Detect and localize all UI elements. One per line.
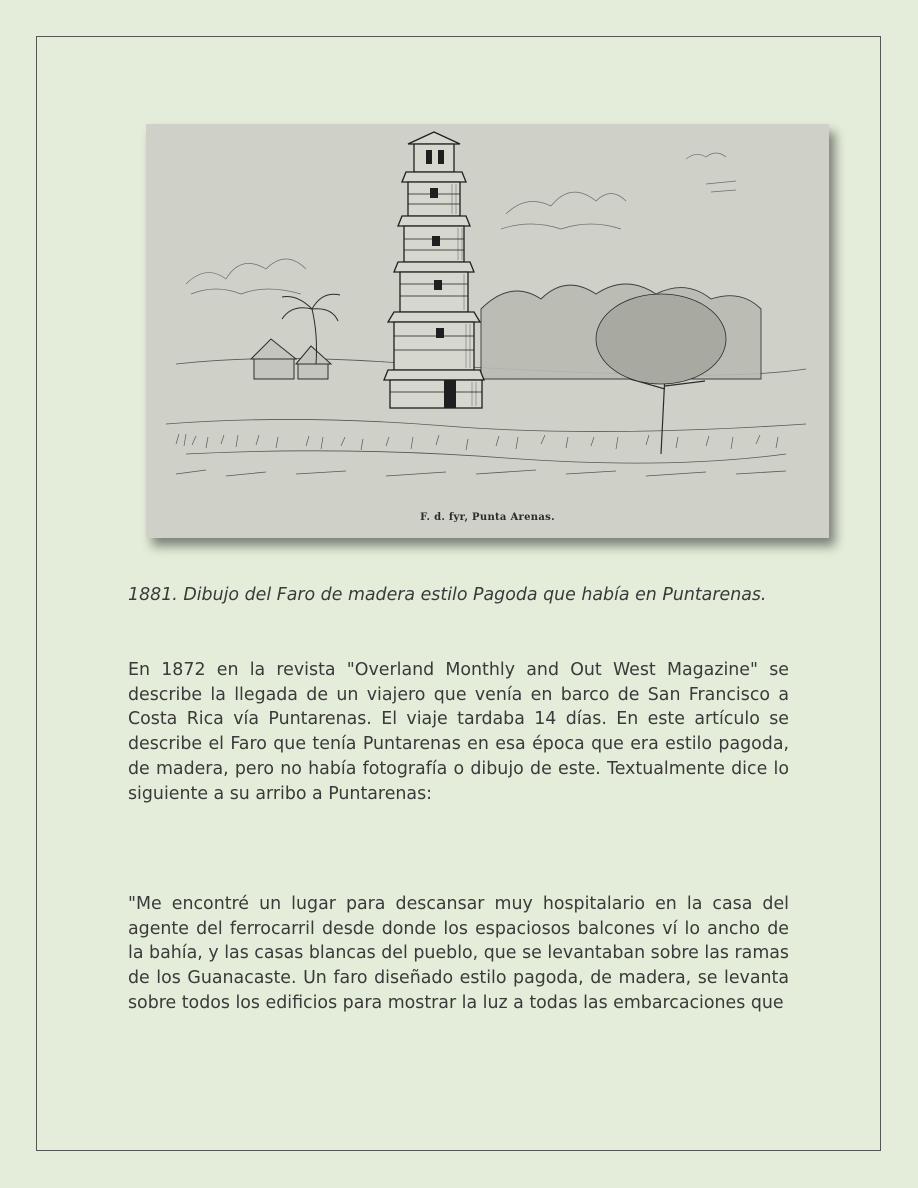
quote-paragraph: "Me encontré un lugar para descansar muy hospitalario en la casa del agente del ferrocarril desde donde los espaciosos balcones ví lo ancho de la bahía, y las casas blancas del pueblo, que se levantaban sobre las ramas de los Guanacaste. Un faro diseñado estilo pagoda, de madera, se levanta sobre todos los edificios para mostrar la luz a todas las embarcaciones que	[128, 894, 789, 1013]
figure-caption: 1881. Dibujo del Faro de madera estilo Pagoda que había en Puntarenas.	[128, 585, 767, 605]
lighthouse-engraving-icon	[146, 124, 829, 538]
body-paragraph: En 1872 en la revista "Overland Monthly and Out West Magazine" se describe la llegada de un viajero que venía en barco de San Francisco a Costa Rica vía Puntarenas. El viaje tardaba 14 días. En este artículo se describe el Faro que tenía Puntarenas en esa época que era estilo pagoda, de madera, pero no había fotografía o dibujo de este. Textualmente dice lo siguiente a su arribo a Puntarenas:	[128, 660, 789, 804]
lighthouse-illustration	[146, 124, 829, 538]
figure-print-caption: F. d. fyr, Punta Arenas.	[420, 512, 555, 523]
